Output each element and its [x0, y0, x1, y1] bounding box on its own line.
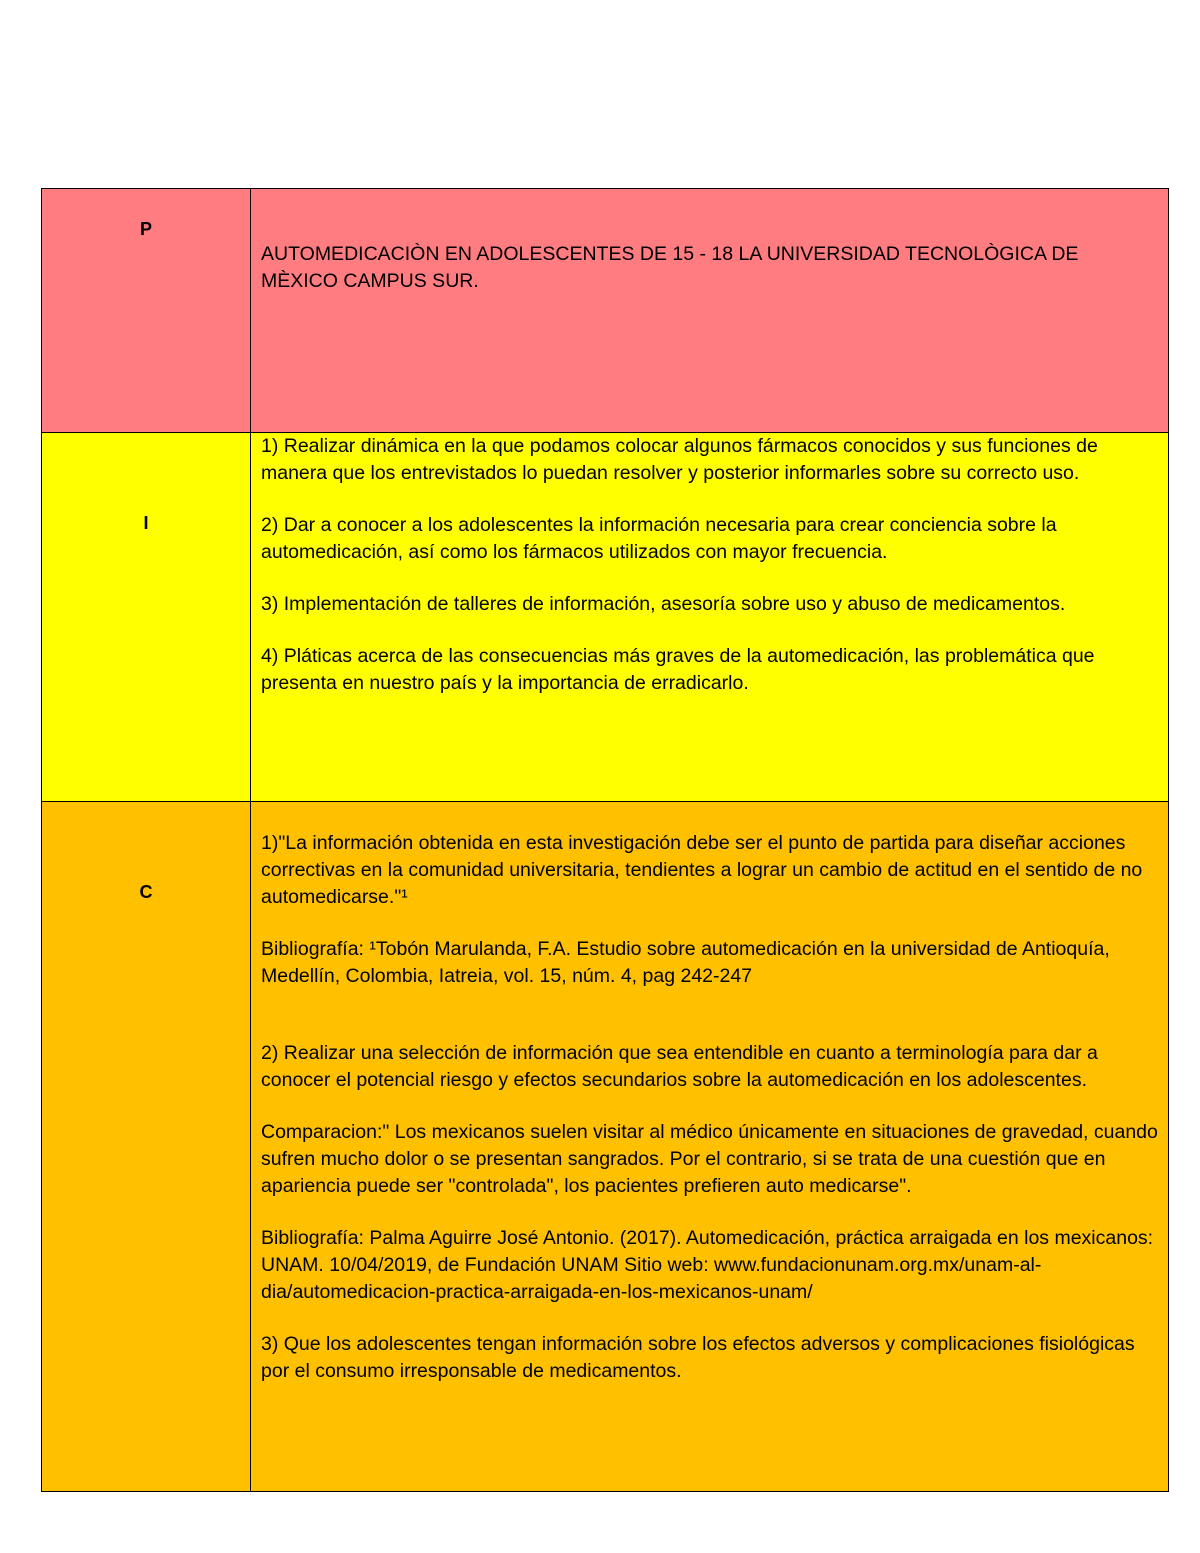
- comparison-paragraph: Comparacion:" Los mexicanos suelen visitar al médico únicamente en situaciones de gravedad, cuando sufren mucho dolor o se presentan sangrados. Por el contrario, si se trata de una cuestión que en apariencia puede ser "controlada", los pacientes prefieren auto medicarse".: [261, 1121, 1158, 1197]
- letter-c: C: [139, 882, 153, 902]
- intervention-paragraph: 2) Dar a conocer a los adolescentes la información necesaria para crear conciencia sobre la automedicación, así como los fármacos utilizados con mayor frecuencia.: [261, 514, 1057, 563]
- pico-row-p: [42, 189, 1169, 433]
- comparison-paragraph: 1)"La información obtenida en esta investigación debe ser el punto de partida para diseñar acciones correctivas en la comunidad universitaria, tendientes a lograr un cambio de actitud en el sentido de no automedicarse."¹: [261, 832, 1143, 908]
- letter-p: P: [139, 219, 152, 239]
- bibliography-paragraph: Bibliografía: Palma Aguirre José Antonio. (2017). Automedicación, práctica arraigada en los mexicanos: UNAM. 10/04/2019, de Fundación UNAM Sitio web: www.fundacionunam.org.mx/unam-al-dia/automedicacion-practica-arraigada-en-los-mexicanos-unam/: [261, 1227, 1154, 1303]
- content-cell-c: [251, 802, 1169, 1492]
- intervention-paragraph: 1) Realizar dinámica en la que podamos colocar algunos fármacos conocidos y sus funciones de manera que los entrevistados lo puedan resolver y posterior informarles sobre su correcto uso.: [261, 435, 1098, 484]
- pico-row-i: [42, 433, 1169, 802]
- letter-i: I: [143, 513, 149, 533]
- intervention-paragraph: 4) Pláticas acerca de las consecuencias más graves de la automedicación, las problemática que presenta en nuestro país y la importancia de erradicarlo.: [261, 645, 1095, 694]
- content-cell-i: [251, 433, 1169, 802]
- comparison-paragraph: 3) Que los adolescentes tengan información sobre los efectos adversos y complicaciones fisiológicas por el consumo irresponsable de medicamentos.: [261, 1333, 1135, 1382]
- letter-cell-c: [42, 802, 251, 1492]
- comparison-paragraph: 2) Realizar una selección de información que sea entendible en cuanto a terminología para dar a conocer el potencial riesgo y efectos secundarios sobre la automedicación en los adolescentes.: [261, 1042, 1098, 1091]
- letter-cell-p: [42, 189, 251, 433]
- pico-row-c: [42, 802, 1169, 1492]
- pico-table: [41, 188, 1169, 1492]
- research-title: AUTOMEDICACIÒN EN ADOLESCENTES DE 15 - 18 LA UNIVERSIDAD TECNOLÒGICA DE MÈXICO CAMPUS SUR.: [261, 243, 1079, 292]
- bibliography-paragraph: Bibliografía: ¹Tobón Marulanda, F.A. Estudio sobre automedicación en la universidad de Antioquía, Medellín, Colombia, Iatreia, vol. 15, núm. 4, pag 242-247: [261, 938, 1110, 987]
- letter-cell-i: [42, 433, 251, 802]
- content-cell-p: [251, 189, 1169, 433]
- intervention-paragraph: 3) Implementación de talleres de información, asesoría sobre uso y abuso de medicamentos.: [261, 593, 1066, 615]
